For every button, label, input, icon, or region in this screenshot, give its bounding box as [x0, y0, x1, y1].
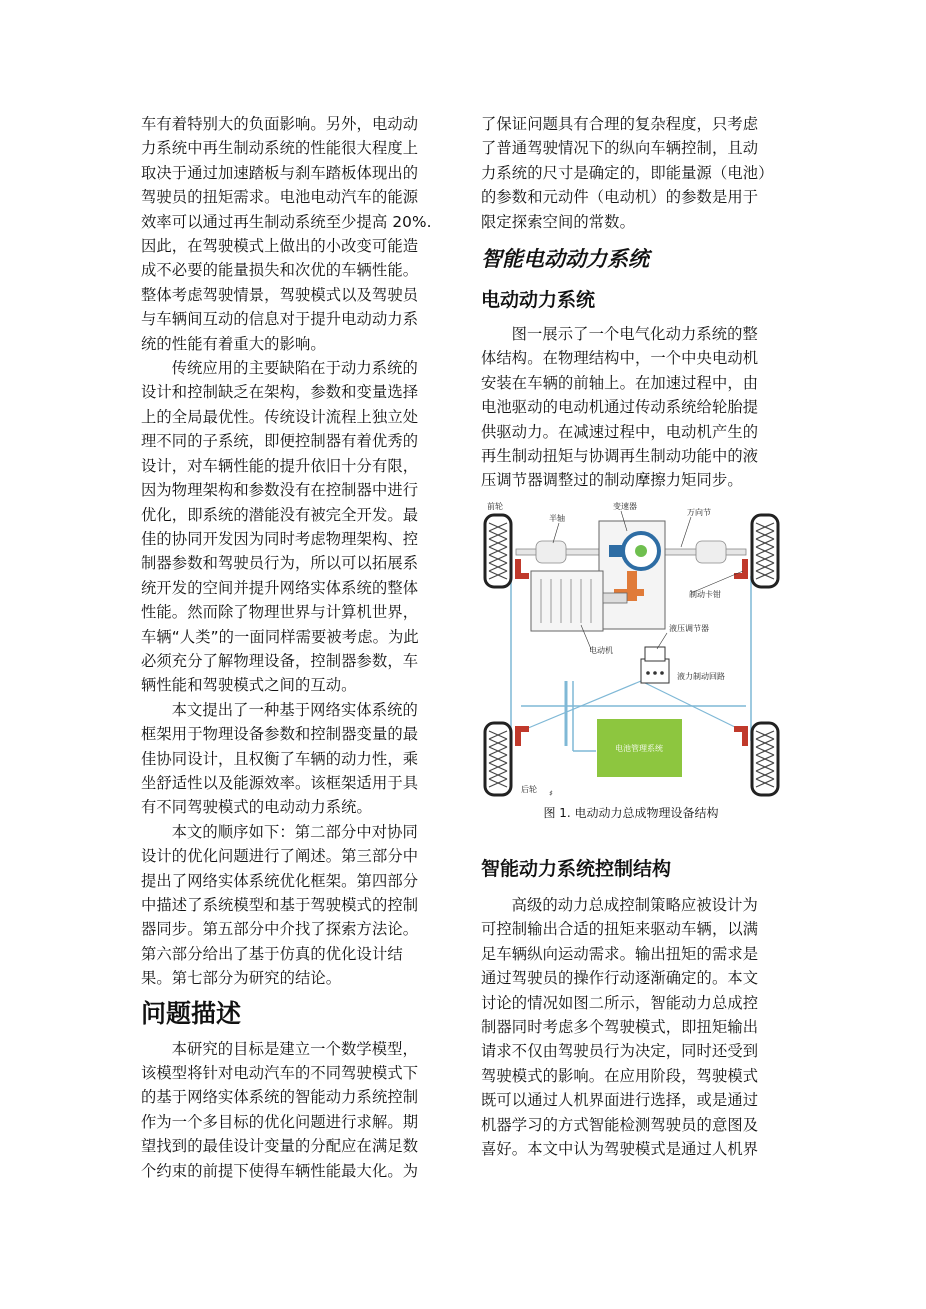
label-motor: 电动机 [589, 645, 613, 655]
label-transmission: 变速器 [613, 501, 637, 511]
battery-management-system [597, 719, 682, 777]
left-column [141, 112, 433, 1183]
powertrain-diagram [481, 501, 781, 801]
paragraph: 图一展示了一个电气化动力系统的整体结构。在物理结构中，一个中央电动机安装在车辆的前轴上。在加速过程中，由电池驱动的电动机通过传动系统给轮胎提供驱动力。在减速过程中，电动机产生的再生制动扭矩与协调再生制动功能中的液压调节器调整过的制动摩擦力矩同步。 [481, 325, 759, 490]
powertrain-figure [481, 501, 781, 801]
label-rear-wheel: 后轮 [521, 784, 537, 794]
label-half-shaft: 半轴 [549, 513, 565, 523]
paragraph: 车有着特别大的负面影响。另外，电动动力系统中再生制动系统的性能很大程度上取决于通过加速踏板与刹车踏板体现出的驾驶员的扭矩需求。电池电动汽车的能源效率可以通过再生制动系统至少提高 20%. 因此，在驾驶模式上做出的小改变可能造成不必要的能量损失和次优的车辆性能。整体考虑驾驶情景，驾驶模式以及驾驶员与车辆间互动的信息对于提升电动动力系统的性能有着重大的影响。 [141, 115, 432, 353]
subsection-heading-powertrain: 电动动力系统 [481, 289, 596, 312]
figure-caption: 图 1. 电动动力总成物理设备结构 [543, 805, 719, 820]
transmission [599, 521, 665, 629]
paragraph: 高级的动力总成控制策略应被设计为可控制输出合适的扭矩来驱动车辆，以满足车辆纵向运动需求。输出扭矩的需求是通过驾驶员的操作行动逐渐确定的。本文讨论的情况如图二所示，智能动力总成控制器同时考虑多个驾驶模式，即扭矩输出请求不仅由驾驶员行为决定，同时还受到驾驶模式的影响。在应用阶段，驾驶模式既可以通过人机界面进行选择，或是通过机器学习的方式智能检测驾驶员的意图及喜好。本文中认为驾驶模式是通过人机界 [481, 895, 759, 1158]
paragraph: 本研究的目标是建立一个数学模型，该模型将针对电动汽车的不同驾驶模式下的基于网络实体系统的智能动力系统控制作为一个多目标的优化问题进行求解。期望找到的最佳设计变量的分配应在满足数个约束的前提下使得车辆性能最大化。为 [141, 1039, 419, 1180]
label-bms: 电池管理系统 [615, 743, 663, 753]
paragraph: 本文的顺序如下：第二部分中对协同设计的优化问题进行了阐述。第三部分中提出了网络实体系统优化框架。第四部分中描述了系统模型和基于驾驶模式的控制器同步。第五部分中介找了探索方法论。第六部分给出了基于仿真的优化设计结果。第七部分为研究的结论。 [141, 822, 419, 988]
section-heading-smart-powertrain: 智能电动动力系统 [481, 247, 649, 272]
subsection-heading-control: 智能动力系统控制结构 [481, 857, 672, 880]
paragraph: 传统应用的主要缺陷在于动力系统的设计和控制缺乏在架构，参数和变量选择上的全局最优性。传统设计流程上独立处理不同的子系统，即便控制器有着优秀的设计，对车辆性能的提升依旧十分有限，因为物理架构和参数没有在控制器中进行优化，即系统的潜能没有被完全开发。最佳的协同开发因为同时考虑物理架构、控制器参数和驾驶员行为，所以可以拓展系统开发的空间并提升网络实体系统的整体性能。然而除了物理世界与计算机世界，车辆“人类”的一面同样需要被考虑。为此必须充分了解物理设备，控制器参数，车辆性能和驾驶模式之间的互动。 [141, 359, 419, 695]
paragraph: 了保证问题具有合理的复杂程度，只考虑了普通驾驶情况下的纵向车辆控制，且动力系统的尺寸是确定的，即能量源（电池）的参数和元动件（电动机）的参数是用于限定探索空间的常数。 [481, 115, 766, 231]
section-heading-problem: 问题描述 [141, 998, 242, 1028]
label-hydraulic-circuit: 液力制动回路 [677, 671, 725, 681]
paragraph: 本文提出了一种基于网络实体系统的框架用于物理设备参数和控制器变量的最佳协同设计，且权衡了车辆的动力性，乘坐舒适性以及能源效率。该框架适用于具有不同驾驶模式的电动动力系统。 [141, 700, 419, 817]
label-mark: ♯ [549, 788, 553, 798]
right-column [481, 112, 773, 1161]
label-hydraulic-regulator: 液压调节器 [669, 623, 709, 633]
label-universal-joint: 万向节 [687, 507, 711, 517]
label-brake-caliper: 制动卡钳 [689, 589, 721, 599]
hydraulic-regulator [641, 647, 669, 683]
label-front-wheel: 前轮 [487, 501, 503, 511]
